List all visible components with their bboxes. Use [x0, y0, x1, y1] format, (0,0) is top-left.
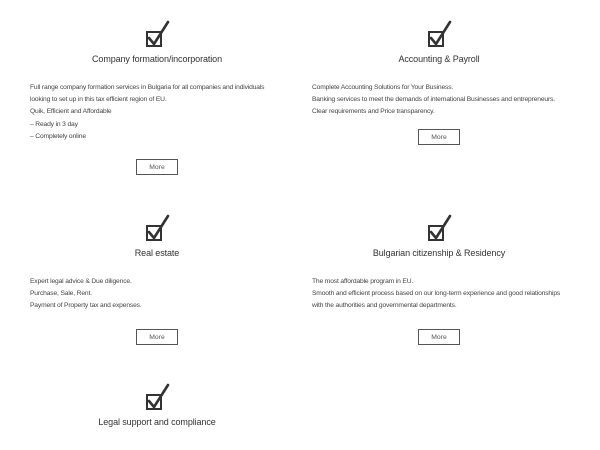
description-line: Clear requirements and Price transparency.: [312, 108, 435, 116]
service-title: Accounting & Payroll: [398, 54, 480, 64]
description-line: Full range company formation services in Bulgaria for all companies and individuals: [30, 84, 265, 91]
more-button-wrap: [312, 126, 566, 145]
service-description: [30, 276, 312, 313]
service-header: [30, 383, 284, 428]
checkbox-checked-icon: [144, 20, 170, 50]
description-line: Payment of Property tax and expenses.: [30, 302, 142, 310]
checkbox-checked-icon: [144, 383, 170, 413]
description-line: Smooth and efficient process based on our long-term experience and good relationships: [312, 290, 561, 298]
description-line: Banking services to meet the demands of international Businesses and entrepreneurs.: [312, 96, 555, 104]
description-line: – Completely online: [30, 132, 86, 140]
more-button[interactable]: More: [136, 329, 178, 345]
service-company-formation: [30, 20, 312, 175]
more-button[interactable]: More: [418, 129, 460, 145]
service-real-estate: [30, 214, 312, 345]
more-button-wrap: [30, 326, 284, 345]
service-header: [312, 20, 566, 65]
description-line: Quik, Efficient and Affordable: [30, 108, 112, 116]
service-header: [30, 214, 284, 259]
checkbox-checked-icon: [426, 20, 452, 50]
checkbox-checked-icon: [144, 214, 170, 244]
checkbox-checked-icon: [426, 214, 452, 244]
service-title: Bulgarian citizenship & Residency: [372, 248, 506, 258]
description-line: – Ready in 3 day: [30, 120, 78, 128]
description-line: Purchase, Sale, Rent.: [30, 290, 92, 298]
service-title: Legal support and compliance: [98, 417, 216, 427]
service-title: Company formation/incorporation: [92, 54, 222, 64]
service-legal-support: [30, 383, 312, 428]
service-header: [312, 214, 566, 259]
more-button[interactable]: More: [136, 159, 178, 175]
description-line: with the authorities and governmental departments.: [312, 302, 457, 310]
service-citizenship-residency: [312, 214, 594, 345]
more-button-wrap: [312, 326, 566, 345]
more-button-wrap: [30, 156, 284, 175]
service-description: [312, 276, 594, 313]
service-description: [30, 82, 312, 143]
service-title: Real estate: [134, 248, 180, 258]
service-header: [30, 20, 284, 65]
description-line: The most affordable program in EU.: [312, 278, 414, 285]
description-line: Expert legal advice & Due diligence.: [30, 278, 132, 285]
more-button[interactable]: More: [418, 329, 460, 345]
description-line: Complete Accounting Solutions for Your Business.: [312, 84, 454, 91]
description-line: looking to set up in this tax efficient region of EU.: [30, 96, 167, 104]
service-accounting-payroll: [312, 20, 594, 145]
service-description: [312, 82, 594, 119]
